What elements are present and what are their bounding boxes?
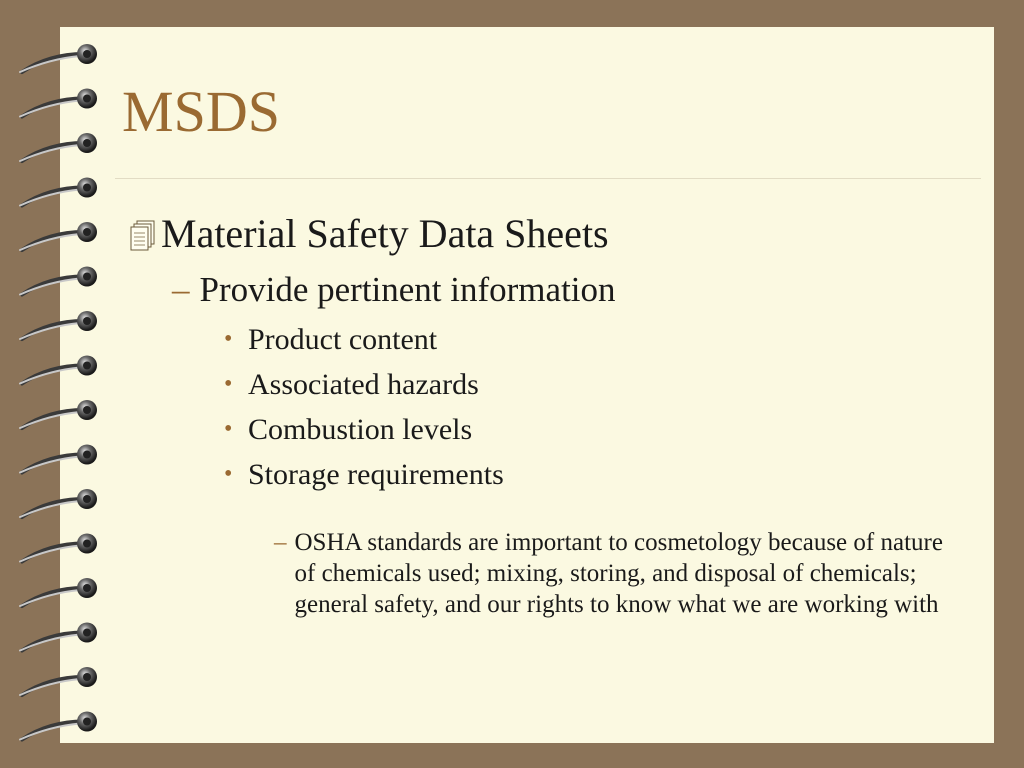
dash-marker: – [274,529,287,556]
bullet-level-2-text: Provide pertinent information [199,270,616,309]
list-item [224,407,504,452]
bullet-dot: • [224,461,233,487]
list-item-text: Associated hazards [248,368,479,401]
slide-content [60,27,994,743]
notebook-page [60,27,994,743]
list-item [224,362,504,407]
slide-title: MSDS [122,79,280,144]
bullet-level-4-text: OSHA standards are important to cosmetology because of nature of chemicals used; mixing, storing, and disposal of chemicals; general safety, and our rights to know what we are working with [294,529,943,618]
list-item-text: Product content [248,323,438,356]
list-item [224,317,504,362]
bullet-level-4 [274,527,964,620]
document-stack-icon [125,216,159,252]
bullet-dot: • [224,326,233,352]
bullet-level-1 [125,209,609,259]
bullet-dot: • [224,416,233,442]
bullet-dot: • [224,371,233,397]
list-item-text: Storage requirements [248,458,504,491]
bullet-level-3-list [224,317,504,497]
bullet-level-2 [172,268,616,312]
list-item [224,452,504,497]
list-item-text: Combustion levels [248,413,473,446]
bullet-level-1-text: Material Safety Data Sheets [161,211,609,256]
dash-marker: – [172,270,190,309]
